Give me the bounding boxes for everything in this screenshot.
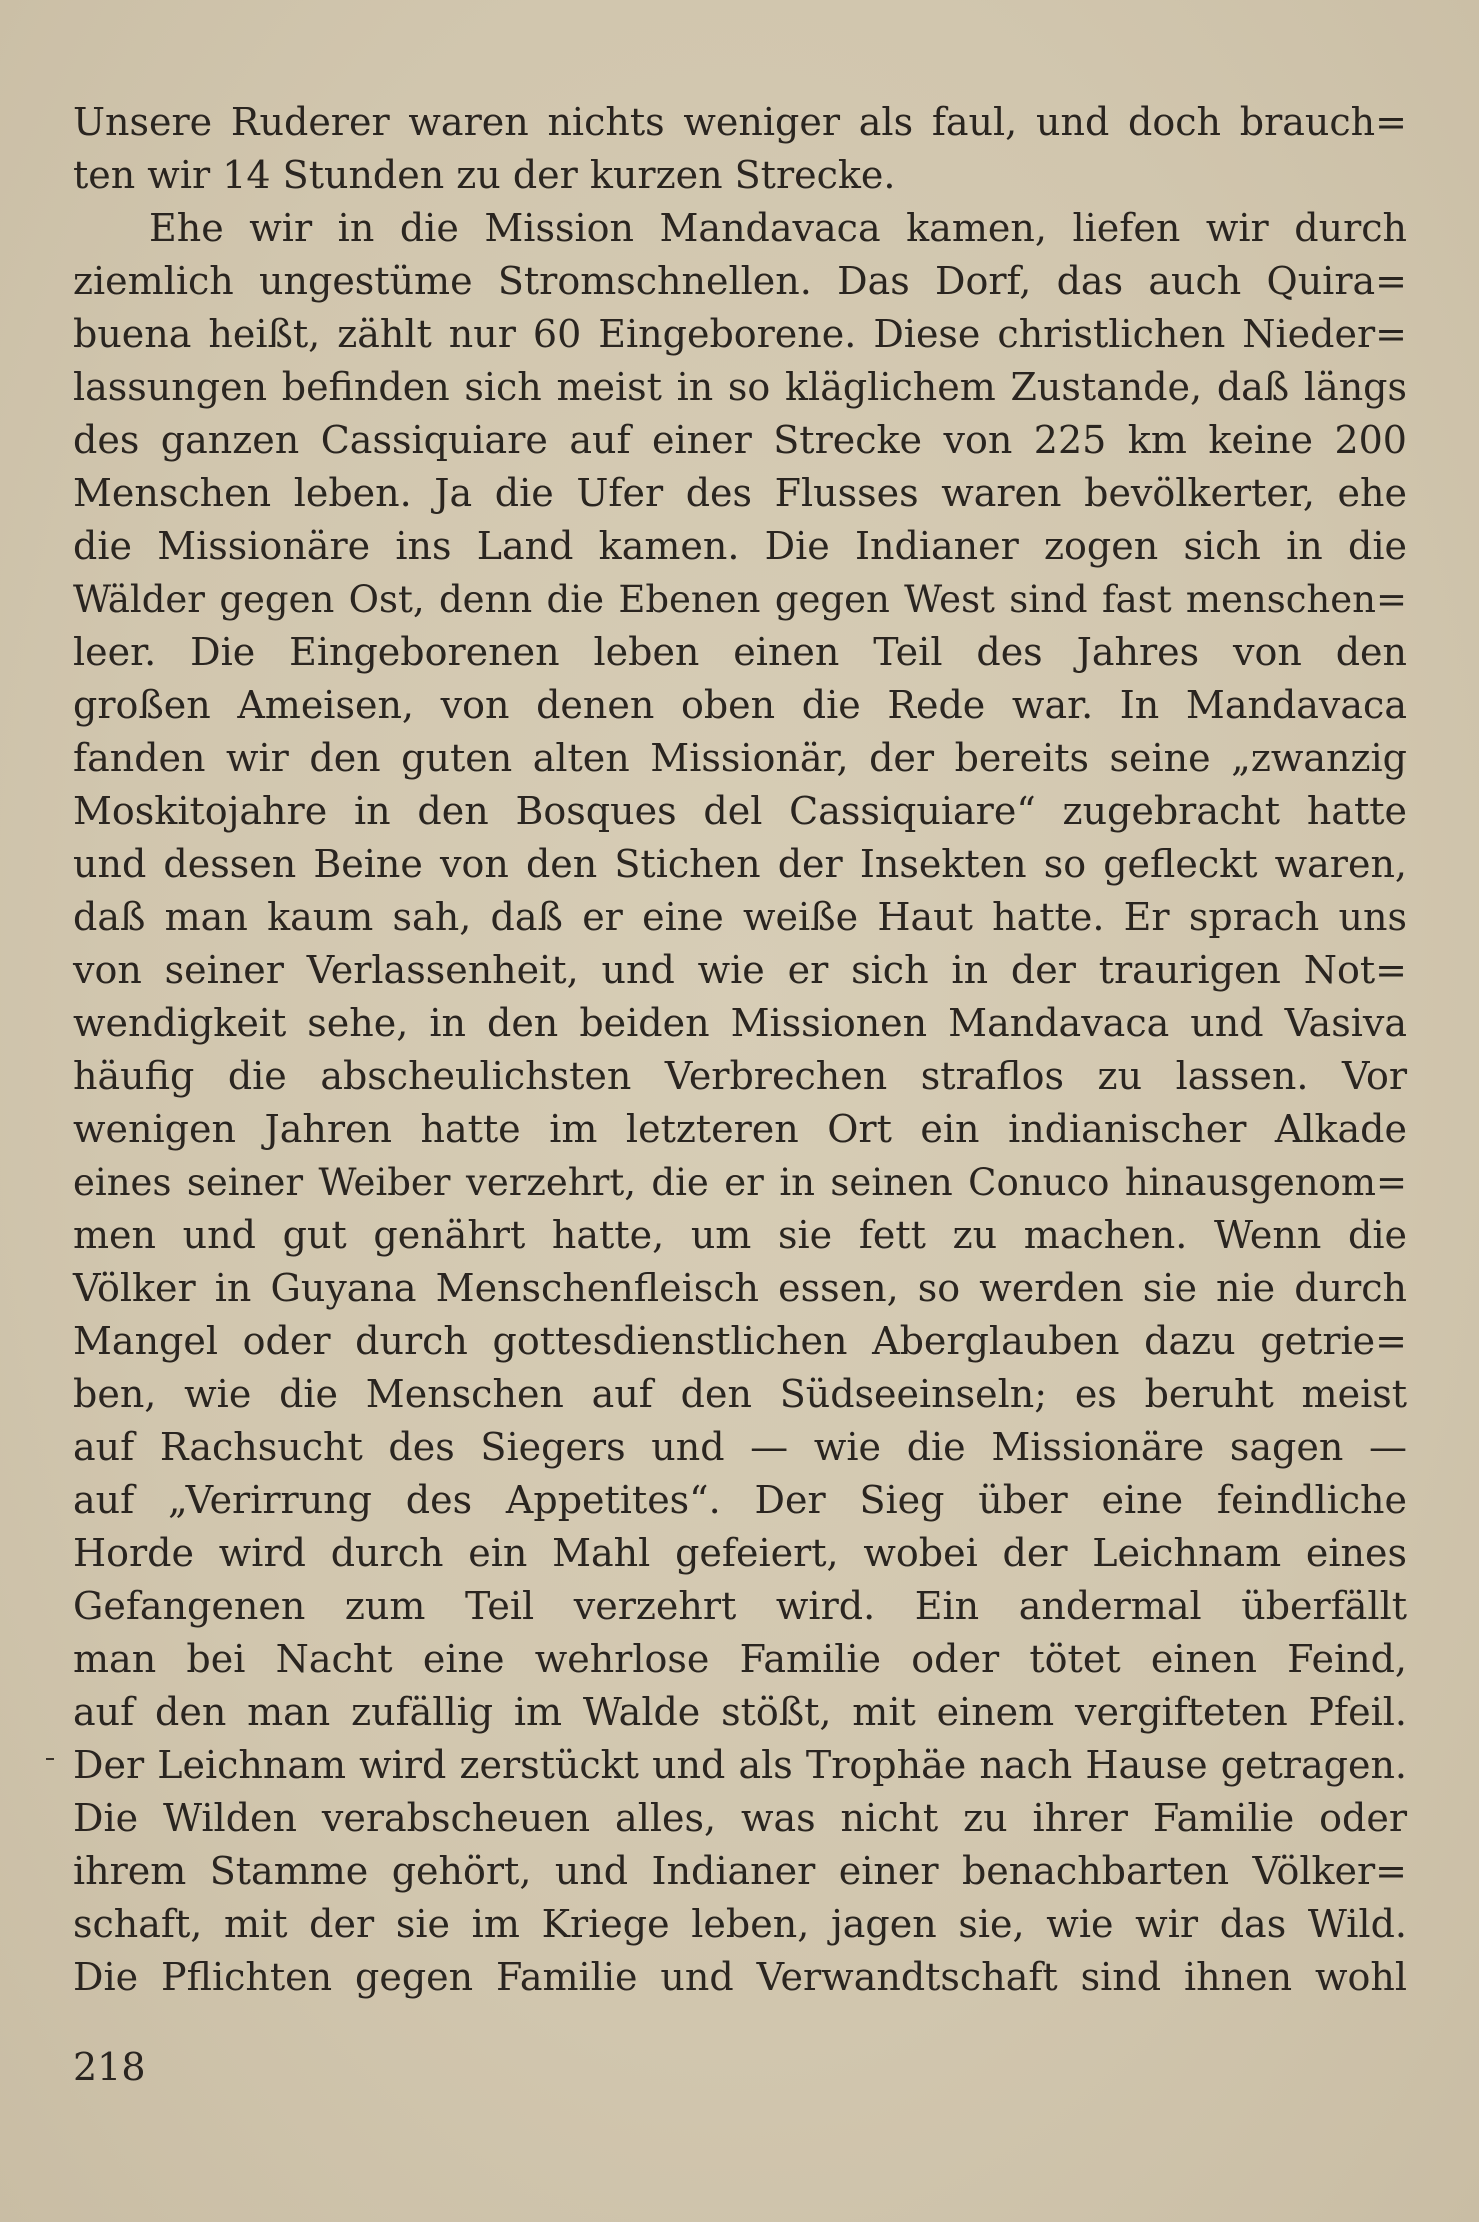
text-line: häufig die abscheulichsten Verbrechen straflos zu lassen. Vor xyxy=(73,1054,1407,1098)
text-line: ziemlich ungestüme Stromschnellen. Das Dorf, das auch Quira= xyxy=(73,259,1407,303)
text-line: und dessen Beine von den Stichen der Insekten so gefleckt waren, xyxy=(73,842,1407,886)
text-line: Mangel oder durch gottesdienstlichen Aberglauben dazu getrie= xyxy=(73,1319,1407,1363)
margin-mark xyxy=(46,1758,54,1760)
text-line: Der Leichnam wird zerstückt und als Trophäe nach Hause getragen. xyxy=(73,1743,1407,1787)
text-line: lassungen befinden sich meist in so kläglichem Zustande, daß längs xyxy=(73,365,1407,409)
text-line: fanden wir den guten alten Missionär, der bereits seine „zwanzig xyxy=(73,736,1407,780)
text-line: auf „Verirrung des Appetites“. Der Sieg über eine feindliche xyxy=(73,1478,1407,1522)
text-line: wendigkeit sehe, in den beiden Missionen Mandavaca und Vasiva xyxy=(73,1001,1407,1045)
text-line: auf Rachsucht des Siegers und — wie die Missionäre sagen — xyxy=(73,1425,1407,1469)
text-line: Ehe wir in die Mission Mandavaca kamen, liefen wir durch xyxy=(149,206,1407,250)
text-line: Unsere Ruderer waren nichts weniger als faul, und doch brauch= xyxy=(73,100,1407,144)
page-number: 218 xyxy=(73,2045,146,2089)
text-line: ben, wie die Menschen auf den Südseeinseln; es beruht meist xyxy=(73,1372,1407,1416)
text-line: ihrem Stamme gehört, und Indianer einer benachbarten Völker= xyxy=(73,1849,1407,1893)
text-line: Horde wird durch ein Mahl gefeiert, wobei der Leichnam eines xyxy=(73,1531,1407,1575)
text-line: wenigen Jahren hatte im letzteren Ort ein indianischer Alkade xyxy=(73,1107,1407,1151)
text-line: Gefangenen zum Teil verzehrt wird. Ein andermal überfällt xyxy=(73,1584,1407,1628)
text-line: daß man kaum sah, daß er eine weiße Haut hatte. Er sprach uns xyxy=(73,895,1407,939)
text-line: man bei Nacht eine wehrlose Familie oder tötet einen Feind, xyxy=(73,1637,1407,1681)
text-line: buena heißt, zählt nur 60 Eingeborene. Diese christlichen Nieder= xyxy=(73,312,1407,356)
text-line: Menschen leben. Ja die Ufer des Flusses waren bevölkerter, ehe xyxy=(73,471,1407,515)
text-line: leer. Die Eingeborenen leben einen Teil des Jahres von den xyxy=(73,630,1407,674)
text-line: des ganzen Cassiquiare auf einer Strecke von 225 km keine 200 xyxy=(73,418,1407,462)
text-line: men und gut genährt hatte, um sie fett zu machen. Wenn die xyxy=(73,1213,1407,1257)
text-line: eines seiner Weiber verzehrt, die er in seinen Conuco hinausgenom= xyxy=(73,1161,1407,1204)
text-line: Moskitojahre in den Bosques del Cassiquiare“ zugebracht hatte xyxy=(73,789,1407,833)
text-line: von seiner Verlassenheit, und wie er sich in der traurigen Not= xyxy=(73,948,1407,992)
text-line: Völker in Guyana Menschenfleisch essen, so werden sie nie durch xyxy=(73,1266,1407,1310)
text-line: ten wir 14 Stunden zu der kurzen Strecke. xyxy=(73,153,896,197)
body-text xyxy=(73,96,1407,2004)
text-line: Wälder gegen Ost, denn die Ebenen gegen West sind fast menschen= xyxy=(73,578,1407,621)
text-line: schaft, mit der sie im Kriege leben, jagen sie, wie wir das Wild. xyxy=(73,1902,1407,1946)
text-line: Die Pflichten gegen Familie und Verwandtschaft sind ihnen wohl xyxy=(73,1955,1407,1999)
text-line: auf den man zufällig im Walde stößt, mit einem vergifteten Pfeil. xyxy=(73,1690,1407,1734)
text-line: großen Ameisen, von denen oben die Rede war. In Mandavaca xyxy=(73,683,1407,727)
text-line: die Missionäre ins Land kamen. Die Indianer zogen sich in die xyxy=(73,524,1407,568)
text-line: Die Wilden verabscheuen alles, was nicht zu ihrer Familie oder xyxy=(73,1796,1407,1840)
